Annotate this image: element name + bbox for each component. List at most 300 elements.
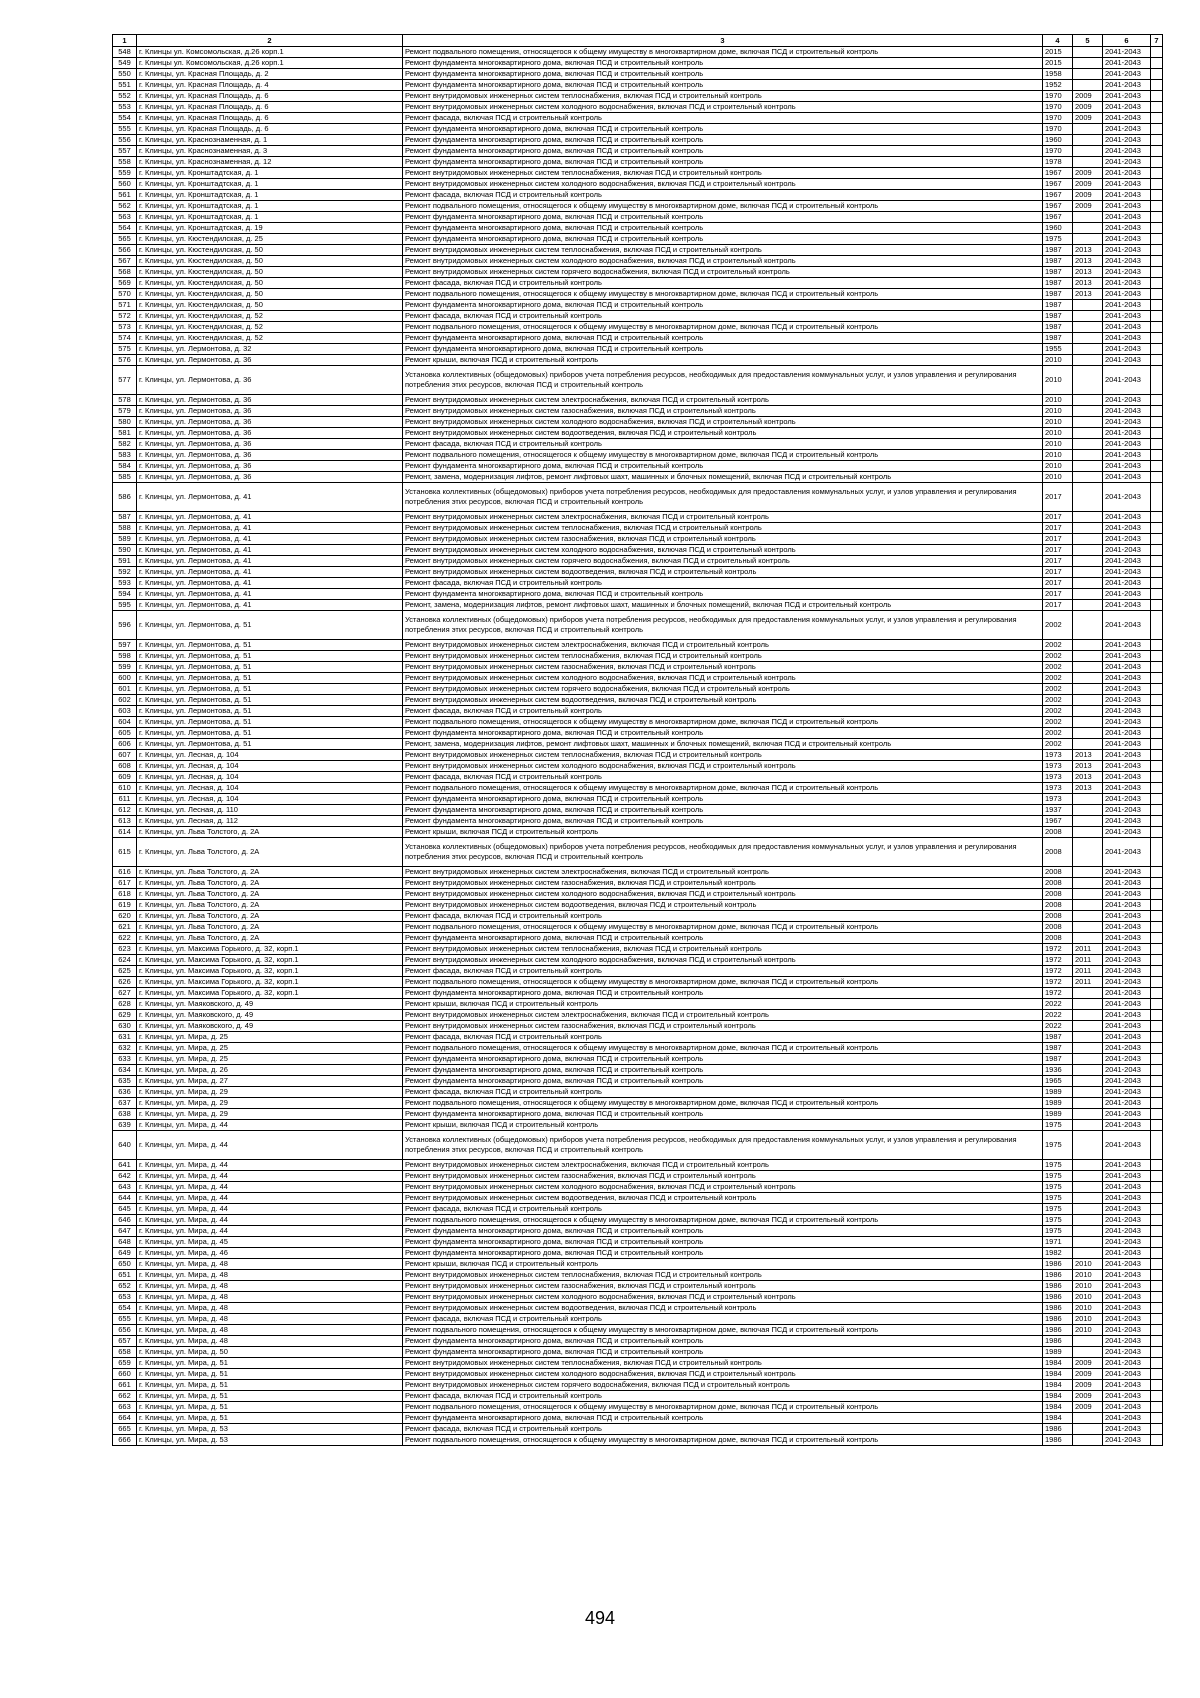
planned-period-cell: 2041-2043 xyxy=(1103,911,1151,922)
table-row xyxy=(113,988,1163,999)
last-repair-year-cell xyxy=(1073,578,1103,589)
note-cell xyxy=(1151,47,1163,58)
row-number: 561 xyxy=(113,190,137,201)
planned-period-cell: 2041-2043 xyxy=(1103,944,1151,955)
last-repair-year-cell: 2009 xyxy=(1073,91,1103,102)
work-type-cell: Ремонт внутридомовых инженерных систем холодного водоснабжения, включая ПСД и строительный контроль xyxy=(403,256,1043,267)
row-number: 562 xyxy=(113,201,137,212)
address-cell: г. Клинцы, ул. Мира, д. 48 xyxy=(137,1270,403,1281)
address-cell: г. Клинцы, ул. Мира, д. 27 xyxy=(137,1076,403,1087)
note-cell xyxy=(1151,157,1163,168)
planned-period-cell: 2041-2043 xyxy=(1103,900,1151,911)
planned-period-cell: 2041-2043 xyxy=(1103,1010,1151,1021)
commission-year-cell: 1973 xyxy=(1043,783,1073,794)
note-cell xyxy=(1151,289,1163,300)
note-cell xyxy=(1151,567,1163,578)
last-repair-year-cell xyxy=(1073,589,1103,600)
note-cell xyxy=(1151,80,1163,91)
planned-period-cell: 2041-2043 xyxy=(1103,878,1151,889)
last-repair-year-cell xyxy=(1073,867,1103,878)
note-cell xyxy=(1151,135,1163,146)
work-type-cell: Ремонт внутридомовых инженерных систем водоотведения, включая ПСД и строительный контроль xyxy=(403,695,1043,706)
planned-period-cell: 2041-2043 xyxy=(1103,1314,1151,1325)
row-number: 666 xyxy=(113,1435,137,1446)
table-row xyxy=(113,1281,1163,1292)
row-number: 596 xyxy=(113,611,137,640)
row-number: 635 xyxy=(113,1076,137,1087)
note-cell xyxy=(1151,673,1163,684)
row-number: 560 xyxy=(113,179,137,190)
work-type-cell: Ремонт внутридомовых инженерных систем горячего водоснабжения, включая ПСД и строительный контроль xyxy=(403,267,1043,278)
table-row xyxy=(113,1314,1163,1325)
row-number: 616 xyxy=(113,867,137,878)
row-number: 614 xyxy=(113,827,137,838)
table-row xyxy=(113,1098,1163,1109)
planned-period-cell: 2041-2043 xyxy=(1103,113,1151,124)
work-type-cell: Ремонт внутридомовых инженерных систем холодного водоснабжения, включая ПСД и строительный контроль xyxy=(403,179,1043,190)
planned-period-cell: 2041-2043 xyxy=(1103,1402,1151,1413)
commission-year-cell: 1937 xyxy=(1043,805,1073,816)
work-type-cell: Ремонт фундамента многоквартирного дома, включая ПСД и строительный контроль xyxy=(403,333,1043,344)
row-number: 612 xyxy=(113,805,137,816)
last-repair-year-cell: 2013 xyxy=(1073,278,1103,289)
address-cell: г. Клинцы, ул. Лермонтова, д. 36 xyxy=(137,428,403,439)
row-number: 600 xyxy=(113,673,137,684)
row-number: 593 xyxy=(113,578,137,589)
address-cell: г. Клинцы, ул. Льва Толстого, д. 2А xyxy=(137,900,403,911)
address-cell: г. Клинцы, ул. Лермонтова, д. 41 xyxy=(137,600,403,611)
planned-period-cell: 2041-2043 xyxy=(1103,223,1151,234)
address-cell: г. Клинцы, ул. Кюстендилская, д. 50 xyxy=(137,256,403,267)
work-type-cell: Ремонт фасада, включая ПСД и строительный контроль xyxy=(403,278,1043,289)
work-type-cell: Ремонт внутридомовых инженерных систем электроснабжения, включая ПСД и строительный контроль xyxy=(403,1160,1043,1171)
row-number: 587 xyxy=(113,512,137,523)
row-number: 602 xyxy=(113,695,137,706)
note-cell xyxy=(1151,1032,1163,1043)
last-repair-year-cell xyxy=(1073,124,1103,135)
work-type-cell: Ремонт внутридомовых инженерных систем теплоснабжения, включая ПСД и строительный контроль xyxy=(403,750,1043,761)
row-number: 638 xyxy=(113,1109,137,1120)
planned-period-cell: 2041-2043 xyxy=(1103,428,1151,439)
address-cell: г. Клинцы, ул. Мира, д. 45 xyxy=(137,1237,403,1248)
planned-period-cell: 2041-2043 xyxy=(1103,772,1151,783)
work-type-cell: Ремонт фасада, включая ПСД и строительный контроль xyxy=(403,1424,1043,1435)
row-number: 619 xyxy=(113,900,137,911)
row-number: 624 xyxy=(113,955,137,966)
note-cell xyxy=(1151,1270,1163,1281)
address-cell: г. Клинцы, ул. Лермонтова, д. 36 xyxy=(137,395,403,406)
table-row xyxy=(113,58,1163,69)
row-number: 579 xyxy=(113,406,137,417)
commission-year-cell: 2002 xyxy=(1043,684,1073,695)
planned-period-cell: 2041-2043 xyxy=(1103,706,1151,717)
table-row xyxy=(113,80,1163,91)
address-cell: г. Клинцы, ул. Мира, д. 48 xyxy=(137,1314,403,1325)
note-cell xyxy=(1151,483,1163,512)
commission-year-cell: 2008 xyxy=(1043,933,1073,944)
note-cell xyxy=(1151,578,1163,589)
planned-period-cell: 2041-2043 xyxy=(1103,146,1151,157)
table-row xyxy=(113,1120,1163,1131)
row-number: 588 xyxy=(113,523,137,534)
col-header-5: 5 xyxy=(1073,35,1103,47)
note-cell xyxy=(1151,1204,1163,1215)
work-type-cell: Ремонт внутридомовых инженерных систем горячего водоснабжения, включая ПСД и строительный контроль xyxy=(403,1380,1043,1391)
address-cell: г. Клинцы, ул. Лермонтова, д. 36 xyxy=(137,450,403,461)
row-number: 623 xyxy=(113,944,137,955)
last-repair-year-cell: 2011 xyxy=(1073,977,1103,988)
last-repair-year-cell xyxy=(1073,212,1103,223)
row-number: 649 xyxy=(113,1248,137,1259)
work-type-cell: Ремонт внутридомовых инженерных систем холодного водоснабжения, включая ПСД и строительный контроль xyxy=(403,761,1043,772)
row-number: 568 xyxy=(113,267,137,278)
last-repair-year-cell xyxy=(1073,534,1103,545)
planned-period-cell: 2041-2043 xyxy=(1103,545,1151,556)
table-row xyxy=(113,1087,1163,1098)
planned-period-cell: 2041-2043 xyxy=(1103,827,1151,838)
note-cell xyxy=(1151,1010,1163,1021)
work-type-cell: Ремонт, замена, модернизация лифтов, ремонт лифтовых шахт, машинных и блочных помещений, включая ПСД и строительный контроль xyxy=(403,472,1043,483)
table-row xyxy=(113,999,1163,1010)
commission-year-cell: 2002 xyxy=(1043,695,1073,706)
row-number: 555 xyxy=(113,124,137,135)
work-type-cell: Ремонт фундамента многоквартирного дома, включая ПСД и строительный контроль xyxy=(403,157,1043,168)
planned-period-cell: 2041-2043 xyxy=(1103,567,1151,578)
planned-period-cell: 2041-2043 xyxy=(1103,1281,1151,1292)
table-row xyxy=(113,344,1163,355)
last-repair-year-cell: 2013 xyxy=(1073,289,1103,300)
table-row xyxy=(113,300,1163,311)
address-cell: г. Клинцы, ул. Мира, д. 46 xyxy=(137,1248,403,1259)
note-cell xyxy=(1151,58,1163,69)
planned-period-cell: 2041-2043 xyxy=(1103,977,1151,988)
address-cell: г. Клинцы, ул. Мира, д. 51 xyxy=(137,1369,403,1380)
note-cell xyxy=(1151,1054,1163,1065)
work-type-cell: Ремонт внутридомовых инженерных систем электроснабжения, включая ПСД и строительный контроль xyxy=(403,395,1043,406)
commission-year-cell: 1984 xyxy=(1043,1391,1073,1402)
commission-year-cell: 2015 xyxy=(1043,58,1073,69)
planned-period-cell: 2041-2043 xyxy=(1103,838,1151,867)
work-type-cell: Ремонт подвального помещения, относящегося к общему имуществу в многоквартирном доме, включая ПСД и строительный контроль xyxy=(403,289,1043,300)
last-repair-year-cell xyxy=(1073,1087,1103,1098)
commission-year-cell: 1958 xyxy=(1043,69,1073,80)
work-type-cell: Ремонт фасада, включая ПСД и строительный контроль xyxy=(403,1087,1043,1098)
address-cell: г. Клинцы, ул. Максима Горького, д. 32, корп.1 xyxy=(137,966,403,977)
commission-year-cell: 1987 xyxy=(1043,289,1073,300)
work-type-cell: Ремонт фундамента многоквартирного дома, включая ПСД и строительный контроль xyxy=(403,1226,1043,1237)
table-row xyxy=(113,1076,1163,1087)
row-number: 654 xyxy=(113,1303,137,1314)
row-number: 643 xyxy=(113,1182,137,1193)
row-number: 633 xyxy=(113,1054,137,1065)
last-repair-year-cell xyxy=(1073,523,1103,534)
commission-year-cell: 1989 xyxy=(1043,1347,1073,1358)
col-header-2: 2 xyxy=(137,35,403,47)
note-cell xyxy=(1151,900,1163,911)
commission-year-cell: 1984 xyxy=(1043,1402,1073,1413)
address-cell: г. Клинцы, ул. Лермонтова, д. 41 xyxy=(137,567,403,578)
table-row xyxy=(113,322,1163,333)
table-row xyxy=(113,966,1163,977)
work-type-cell: Ремонт фундамента многоквартирного дома, включая ПСД и строительный контроль xyxy=(403,805,1043,816)
address-cell: г. Клинцы, ул. Лермонтова, д. 51 xyxy=(137,611,403,640)
planned-period-cell: 2041-2043 xyxy=(1103,124,1151,135)
table-row xyxy=(113,1032,1163,1043)
note-cell xyxy=(1151,1281,1163,1292)
table-row xyxy=(113,1215,1163,1226)
commission-year-cell: 2010 xyxy=(1043,366,1073,395)
commission-year-cell: 2008 xyxy=(1043,889,1073,900)
address-cell: г. Клинцы, ул. Мира, д. 25 xyxy=(137,1043,403,1054)
planned-period-cell: 2041-2043 xyxy=(1103,135,1151,146)
commission-year-cell: 1987 xyxy=(1043,333,1073,344)
work-type-cell: Ремонт подвального помещения, относящегося к общему имуществу в многоквартирном доме, включая ПСД и строительный контроль xyxy=(403,783,1043,794)
planned-period-cell: 2041-2043 xyxy=(1103,450,1151,461)
last-repair-year-cell xyxy=(1073,933,1103,944)
last-repair-year-cell: 2009 xyxy=(1073,1358,1103,1369)
row-number: 652 xyxy=(113,1281,137,1292)
col-header-3: 3 xyxy=(403,35,1043,47)
last-repair-year-cell xyxy=(1073,706,1103,717)
last-repair-year-cell: 2013 xyxy=(1073,750,1103,761)
address-cell: г. Клинцы, ул. Лермонтова, д. 51 xyxy=(137,640,403,651)
last-repair-year-cell xyxy=(1073,545,1103,556)
table-row xyxy=(113,1347,1163,1358)
row-number: 630 xyxy=(113,1021,137,1032)
address-cell: г. Клинцы, ул. Льва Толстого, д. 2А xyxy=(137,889,403,900)
address-cell: г. Клинцы, ул. Лермонтова, д. 36 xyxy=(137,406,403,417)
work-type-cell: Ремонт внутридомовых инженерных систем газоснабжения, включая ПСД и строительный контроль xyxy=(403,878,1043,889)
address-cell: г. Клинцы, ул. Лермонтова, д. 36 xyxy=(137,355,403,366)
planned-period-cell: 2041-2043 xyxy=(1103,750,1151,761)
work-type-cell: Ремонт подвального помещения, относящегося к общему имуществу в многоквартирном доме, включая ПСД и строительный контроль xyxy=(403,201,1043,212)
address-cell: г. Клинцы, ул. Кюстендилская, д. 50 xyxy=(137,300,403,311)
planned-period-cell: 2041-2043 xyxy=(1103,739,1151,750)
work-type-cell: Ремонт фундамента многоквартирного дома, включая ПСД и строительный контроль xyxy=(403,794,1043,805)
note-cell xyxy=(1151,69,1163,80)
work-type-cell: Ремонт крыши, включая ПСД и строительный контроль xyxy=(403,999,1043,1010)
row-number: 572 xyxy=(113,311,137,322)
commission-year-cell: 1975 xyxy=(1043,1193,1073,1204)
address-cell: г. Клинцы, ул. Мира, д. 44 xyxy=(137,1215,403,1226)
row-number: 595 xyxy=(113,600,137,611)
commission-year-cell: 1989 xyxy=(1043,1109,1073,1120)
last-repair-year-cell xyxy=(1073,911,1103,922)
last-repair-year-cell: 2011 xyxy=(1073,944,1103,955)
row-number: 605 xyxy=(113,728,137,739)
commission-year-cell: 1987 xyxy=(1043,1043,1073,1054)
address-cell: г. Клинцы, ул. Мира, д. 44 xyxy=(137,1120,403,1131)
last-repair-year-cell xyxy=(1073,157,1103,168)
note-cell xyxy=(1151,556,1163,567)
note-cell xyxy=(1151,1314,1163,1325)
commission-year-cell: 2017 xyxy=(1043,512,1073,523)
address-cell: г. Клинцы, ул. Лермонтова, д. 41 xyxy=(137,556,403,567)
commission-year-cell: 1936 xyxy=(1043,1065,1073,1076)
table-row xyxy=(113,611,1163,640)
note-cell xyxy=(1151,450,1163,461)
last-repair-year-cell xyxy=(1073,1215,1103,1226)
last-repair-year-cell: 2009 xyxy=(1073,179,1103,190)
planned-period-cell: 2041-2043 xyxy=(1103,1021,1151,1032)
row-number: 548 xyxy=(113,47,137,58)
row-number: 552 xyxy=(113,91,137,102)
commission-year-cell: 1986 xyxy=(1043,1292,1073,1303)
planned-period-cell: 2041-2043 xyxy=(1103,1043,1151,1054)
planned-period-cell: 2041-2043 xyxy=(1103,201,1151,212)
row-number: 567 xyxy=(113,256,137,267)
note-cell xyxy=(1151,1065,1163,1076)
work-type-cell: Ремонт фундамента многоквартирного дома, включая ПСД и строительный контроль xyxy=(403,933,1043,944)
work-type-cell: Ремонт фундамента многоквартирного дома, включая ПСД и строительный контроль xyxy=(403,988,1043,999)
commission-year-cell: 1975 xyxy=(1043,1215,1073,1226)
commission-year-cell: 2015 xyxy=(1043,47,1073,58)
last-repair-year-cell xyxy=(1073,1160,1103,1171)
note-cell xyxy=(1151,417,1163,428)
commission-year-cell: 1972 xyxy=(1043,988,1073,999)
last-repair-year-cell xyxy=(1073,1237,1103,1248)
planned-period-cell: 2041-2043 xyxy=(1103,1292,1151,1303)
address-cell: г. Клинцы, ул. Мира, д. 44 xyxy=(137,1193,403,1204)
last-repair-year-cell: 2009 xyxy=(1073,1391,1103,1402)
table-row xyxy=(113,1054,1163,1065)
work-type-cell: Ремонт внутридомовых инженерных систем холодного водоснабжения, включая ПСД и строительный контроль xyxy=(403,889,1043,900)
table-row xyxy=(113,1303,1163,1314)
note-cell xyxy=(1151,223,1163,234)
commission-year-cell: 1989 xyxy=(1043,1087,1073,1098)
table-row xyxy=(113,867,1163,878)
row-number: 650 xyxy=(113,1259,137,1270)
address-cell: г. Клинцы, ул. Лермонтова, д. 32 xyxy=(137,344,403,355)
last-repair-year-cell xyxy=(1073,1076,1103,1087)
commission-year-cell: 1984 xyxy=(1043,1380,1073,1391)
last-repair-year-cell: 2009 xyxy=(1073,1380,1103,1391)
commission-year-cell: 2017 xyxy=(1043,534,1073,545)
work-type-cell: Ремонт фундамента многоквартирного дома, включая ПСД и строительный контроль xyxy=(403,728,1043,739)
row-number: 582 xyxy=(113,439,137,450)
table-row xyxy=(113,1336,1163,1347)
table-row xyxy=(113,428,1163,439)
planned-period-cell: 2041-2043 xyxy=(1103,1259,1151,1270)
note-cell xyxy=(1151,1021,1163,1032)
address-cell: г. Клинцы, ул. Кронштадтская, д. 1 xyxy=(137,212,403,223)
table-row xyxy=(113,1402,1163,1413)
address-cell: г. Клинцы, ул. Мира, д. 44 xyxy=(137,1226,403,1237)
row-number: 585 xyxy=(113,472,137,483)
commission-year-cell: 1973 xyxy=(1043,794,1073,805)
note-cell xyxy=(1151,977,1163,988)
last-repair-year-cell: 2010 xyxy=(1073,1292,1103,1303)
row-number: 637 xyxy=(113,1098,137,1109)
note-cell xyxy=(1151,695,1163,706)
last-repair-year-cell xyxy=(1073,417,1103,428)
table-row xyxy=(113,417,1163,428)
table-row xyxy=(113,1109,1163,1120)
last-repair-year-cell: 2013 xyxy=(1073,256,1103,267)
planned-period-cell: 2041-2043 xyxy=(1103,1336,1151,1347)
note-cell xyxy=(1151,190,1163,201)
commission-year-cell: 1975 xyxy=(1043,234,1073,245)
note-cell xyxy=(1151,256,1163,267)
table-row xyxy=(113,333,1163,344)
address-cell: г. Клинцы, ул. Льва Толстого, д. 2А xyxy=(137,867,403,878)
planned-period-cell: 2041-2043 xyxy=(1103,684,1151,695)
commission-year-cell: 1987 xyxy=(1043,278,1073,289)
row-number: 566 xyxy=(113,245,137,256)
planned-period-cell: 2041-2043 xyxy=(1103,245,1151,256)
table-row xyxy=(113,827,1163,838)
work-type-cell: Ремонт фундамента многоквартирного дома, включая ПСД и строительный контроль xyxy=(403,461,1043,472)
row-number: 575 xyxy=(113,344,137,355)
planned-period-cell: 2041-2043 xyxy=(1103,922,1151,933)
table-row xyxy=(113,955,1163,966)
table-row xyxy=(113,805,1163,816)
note-cell xyxy=(1151,805,1163,816)
last-repair-year-cell xyxy=(1073,146,1103,157)
row-number: 641 xyxy=(113,1160,137,1171)
address-cell: г. Клинцы, ул. Мира, д. 53 xyxy=(137,1435,403,1446)
planned-period-cell: 2041-2043 xyxy=(1103,1347,1151,1358)
work-type-cell: Ремонт фасада, включая ПСД и строительный контроль xyxy=(403,706,1043,717)
work-type-cell: Ремонт внутридомовых инженерных систем холодного водоснабжения, включая ПСД и строительный контроль xyxy=(403,1292,1043,1303)
commission-year-cell: 1987 xyxy=(1043,1054,1073,1065)
table-row xyxy=(113,483,1163,512)
table-row xyxy=(113,212,1163,223)
note-cell xyxy=(1151,1347,1163,1358)
address-cell: г. Клинцы, ул. Кюстендилская, д. 50 xyxy=(137,278,403,289)
row-number: 598 xyxy=(113,651,137,662)
last-repair-year-cell xyxy=(1073,805,1103,816)
address-cell: г. Клинцы, ул. Мира, д. 51 xyxy=(137,1391,403,1402)
work-type-cell: Ремонт фундамента многоквартирного дома, включая ПСД и строительный контроль xyxy=(403,1076,1043,1087)
commission-year-cell: 1987 xyxy=(1043,300,1073,311)
row-number: 642 xyxy=(113,1171,137,1182)
row-number: 606 xyxy=(113,739,137,750)
last-repair-year-cell xyxy=(1073,395,1103,406)
last-repair-year-cell: 2010 xyxy=(1073,1270,1103,1281)
row-number: 627 xyxy=(113,988,137,999)
commission-year-cell: 1973 xyxy=(1043,750,1073,761)
row-number: 646 xyxy=(113,1215,137,1226)
last-repair-year-cell xyxy=(1073,728,1103,739)
table-row xyxy=(113,739,1163,750)
last-repair-year-cell xyxy=(1073,428,1103,439)
last-repair-year-cell: 2013 xyxy=(1073,245,1103,256)
planned-period-cell: 2041-2043 xyxy=(1103,1424,1151,1435)
planned-period-cell: 2041-2043 xyxy=(1103,1109,1151,1120)
address-cell: г. Клинцы, ул. Максима Горького, д. 32, корп.1 xyxy=(137,944,403,955)
planned-period-cell: 2041-2043 xyxy=(1103,988,1151,999)
table-row xyxy=(113,1160,1163,1171)
last-repair-year-cell xyxy=(1073,1032,1103,1043)
planned-period-cell: 2041-2043 xyxy=(1103,406,1151,417)
table-row xyxy=(113,556,1163,567)
planned-period-cell: 2041-2043 xyxy=(1103,344,1151,355)
work-type-cell: Установка коллективных (общедомовых) приборов учета потребления ресурсов, необходимых для предоставления коммунальных услуг, и узлов управления и регулирования потребления этих ресурсов, включая ПСД и строительный контроль xyxy=(403,611,1043,640)
work-type-cell: Ремонт внутридомовых инженерных систем холодного водоснабжения, включая ПСД и строительный контроль xyxy=(403,545,1043,556)
planned-period-cell: 2041-2043 xyxy=(1103,1325,1151,1336)
note-cell xyxy=(1151,611,1163,640)
planned-period-cell: 2041-2043 xyxy=(1103,69,1151,80)
planned-period-cell: 2041-2043 xyxy=(1103,355,1151,366)
table-row xyxy=(113,1325,1163,1336)
last-repair-year-cell xyxy=(1073,794,1103,805)
planned-period-cell: 2041-2043 xyxy=(1103,102,1151,113)
address-cell: г. Клинцы, ул. Лермонтова, д. 36 xyxy=(137,472,403,483)
col-header-6: 6 xyxy=(1103,35,1151,47)
commission-year-cell: 2002 xyxy=(1043,728,1073,739)
last-repair-year-cell: 2013 xyxy=(1073,772,1103,783)
